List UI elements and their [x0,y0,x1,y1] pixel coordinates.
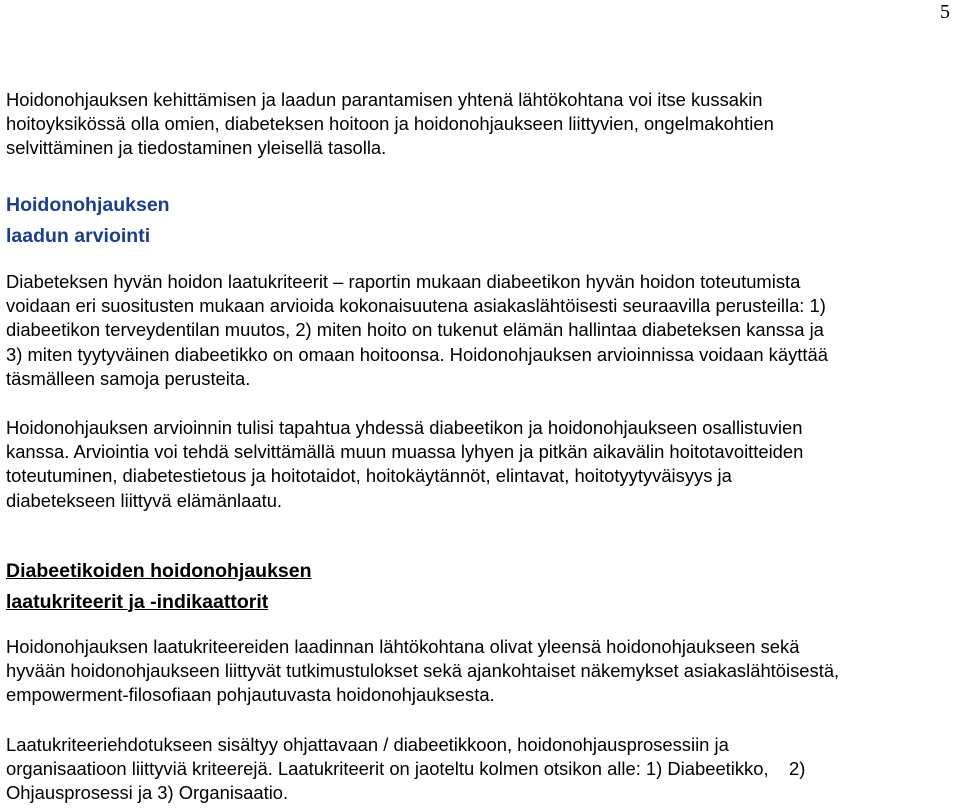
intro-line: hoitoyksikössä olla omien, diabeteksen hoitoon ja hoidonohjaukseen liittyvien, ongelmakohtien [6,113,774,135]
heading-line: Diabeetikoiden hoidonohjauksen [6,560,312,582]
heading-line: laatukriteerit ja -indikaattorit [6,590,269,613]
paragraph-line: organisaatioon liittyviä kriteerejä. Laatukriteerit on jaoteltu kolmen otsikon alle: 1) Diabeetikko, 2) [6,758,806,780]
paragraph-line: voidaan eri suositusten mukaan arvioida kokonaisuutena asiakaslähtöisesti seuraavilla perusteilla: 1) [6,295,826,317]
evaluation-paragraph-2 [6,416,950,513]
paragraph-line: hyvään hoidonohjaukseen liittyvät tutkimustulokset sekä ajankohtaiset näkemykset asiakaslähtöisestä, [6,660,840,682]
intro-paragraph [6,88,950,161]
intro-line: selvittäminen ja tiedostaminen yleisellä tasolla. [6,137,387,159]
section-heading-quality-evaluation [6,190,950,251]
heading-line: Hoidonohjauksen [6,194,170,216]
intro-line: Hoidonohjauksen kehittämisen ja laadun parantamisen yhtenä lähtökohtana voi itse kussakin [6,89,763,110]
heading-line: laadun arviointi [6,224,151,247]
paragraph-line: diabeetikon terveydentilan muutos, 2) miten hoito on tukenut elämän hallintaa diabeteksen kanssa ja [6,319,824,341]
paragraph-line: Laatukriteeriehdotukseen sisältyy ohjattavaan / diabeetikkoon, hoidonohjausprosessiin ja [6,734,729,755]
paragraph-line: täsmälleen samoja perusteita. [6,367,251,389]
paragraph-line: Hoidonohjauksen arvioinnin tulisi tapahtua yhdessä diabeetikon ja hoidonohjaukseen osallistuvien [6,417,803,438]
paragraph-line: Diabeteksen hyvän hoidon laatukriteerit – raportin mukaan diabeetikon hyvän hoidon toteutumista [6,271,801,292]
paragraph-line: empowerment-filosofiaan pohjautuvasta hoidonohjauksesta. [6,684,495,706]
criteria-paragraph-2 [6,733,950,806]
paragraph-line: Ohjausprosessi ja 3) Organisaatio. [6,782,289,804]
criteria-paragraph-1 [6,635,950,708]
paragraph-line: toteutuminen, diabetestietous ja hoitotaidot, hoitokäytännöt, elintavat, hoitotyytyväisyys ja [6,465,732,487]
page-number: 5 [940,1,950,23]
paragraph-line: diabetekseen liittyvä elämänlaatu. [6,489,283,511]
paragraph-line: 3) miten tyytyväinen diabeetikko on omaan hoitoonsa. Hoidonohjauksen arvioinnissa voidaan käyttää [6,343,828,365]
evaluation-paragraph-1 [6,270,950,391]
paragraph-line: Hoidonohjauksen laatukriteereiden laadinnan lähtökohtana olivat yleensä hoidonohjaukseen sekä [6,636,800,657]
section-heading-quality-criteria [6,556,950,617]
paragraph-line: kanssa. Arviointia voi tehdä selvittämällä muun muassa lyhyen ja pitkän aikavälin hoitotavoitteiden [6,441,804,463]
